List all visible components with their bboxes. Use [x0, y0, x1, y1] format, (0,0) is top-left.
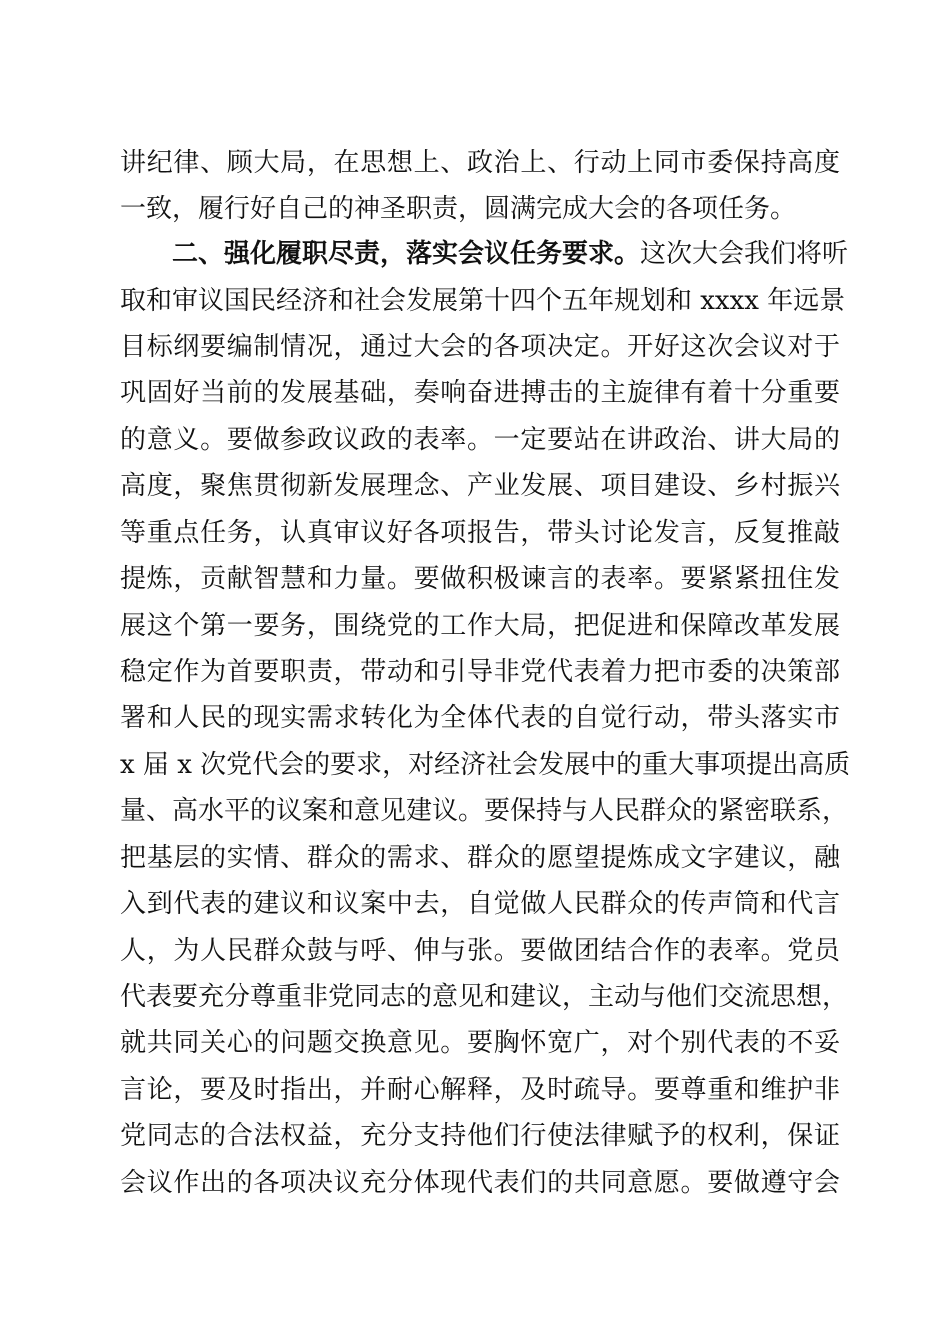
text-line: 高度，聚焦贯彻新发展理念、产业发展、项目建设、乡村振兴	[120, 471, 840, 501]
text-line: 稳定作为首要职责，带动和引导非党代表着力把市委的决策部	[120, 657, 840, 687]
text-line: 人，为人民群众鼓与呼、伸与张。要做团结合作的表率。党员	[120, 936, 840, 966]
text-line: 就共同关心的问题交换意见。要胸怀宽广，对个别代表的不妥	[120, 1028, 840, 1058]
text-line: 会议作出的各项决议充分体现代表们的共同意愿。要做遵守会	[120, 1168, 840, 1198]
text-run: 这次大会我们将听	[640, 239, 849, 269]
text-line: 目标纲要编制情况，通过大会的各项决定。开好这次会议对于	[120, 332, 840, 362]
text-line: 的意义。要做参政议政的表率。一定要站在讲政治、讲大局的	[120, 425, 840, 455]
text-line: 讲纪律、顾大局，在思想上、政治上、行动上同市委保持高度	[120, 148, 840, 178]
text-line: 言论，要及时指出，并耐心解释，及时疏导。要尊重和维护非	[120, 1075, 840, 1105]
text-line: 一致，履行好自己的神圣职责，圆满完成大会的各项任务。	[120, 194, 797, 224]
text-line: 取和审议国民经济和社会发展第十四个五年规划和 xxxx 年远景	[120, 286, 846, 316]
text-line: 党同志的合法权益，充分支持他们行使法律赋予的权利，保证	[120, 1121, 840, 1151]
text-line: 代表要充分尊重非党同志的意见和建议，主动与他们交流思想，	[120, 982, 849, 1012]
text-line: 署和人民的现实需求转化为全体代表的自觉行动，带头落实市	[120, 703, 840, 733]
text-line: x 届 x 次党代会的要求，对经济社会发展中的重大事项提出高质	[120, 750, 851, 780]
text-line: 等重点任务，认真审议好各项报告，带头讨论发言，反复推敲	[120, 518, 840, 548]
text-line: 巩固好当前的发展基础，奏响奋进搏击的主旋律有着十分重要	[120, 378, 840, 408]
section-heading: 二、强化履职尽责，落实会议任务要求。	[172, 239, 641, 269]
text-line: 量、高水平的议案和意见建议。要保持与人民群众的紧密联系，	[120, 796, 849, 826]
text-line: 展这个第一要务，围绕党的工作大局，把促进和保障改革发展	[120, 611, 840, 641]
text-line: 提炼，贡献智慧和力量。要做积极谏言的表率。要紧紧扭住发	[120, 564, 840, 594]
text-line: 入到代表的建议和议案中去，自觉做人民群众的传声筒和代言	[120, 889, 840, 919]
paragraph-first-line	[172, 232, 849, 276]
text-line: 把基层的实情、群众的需求、群众的愿望提炼成文字建议，融	[120, 843, 840, 873]
